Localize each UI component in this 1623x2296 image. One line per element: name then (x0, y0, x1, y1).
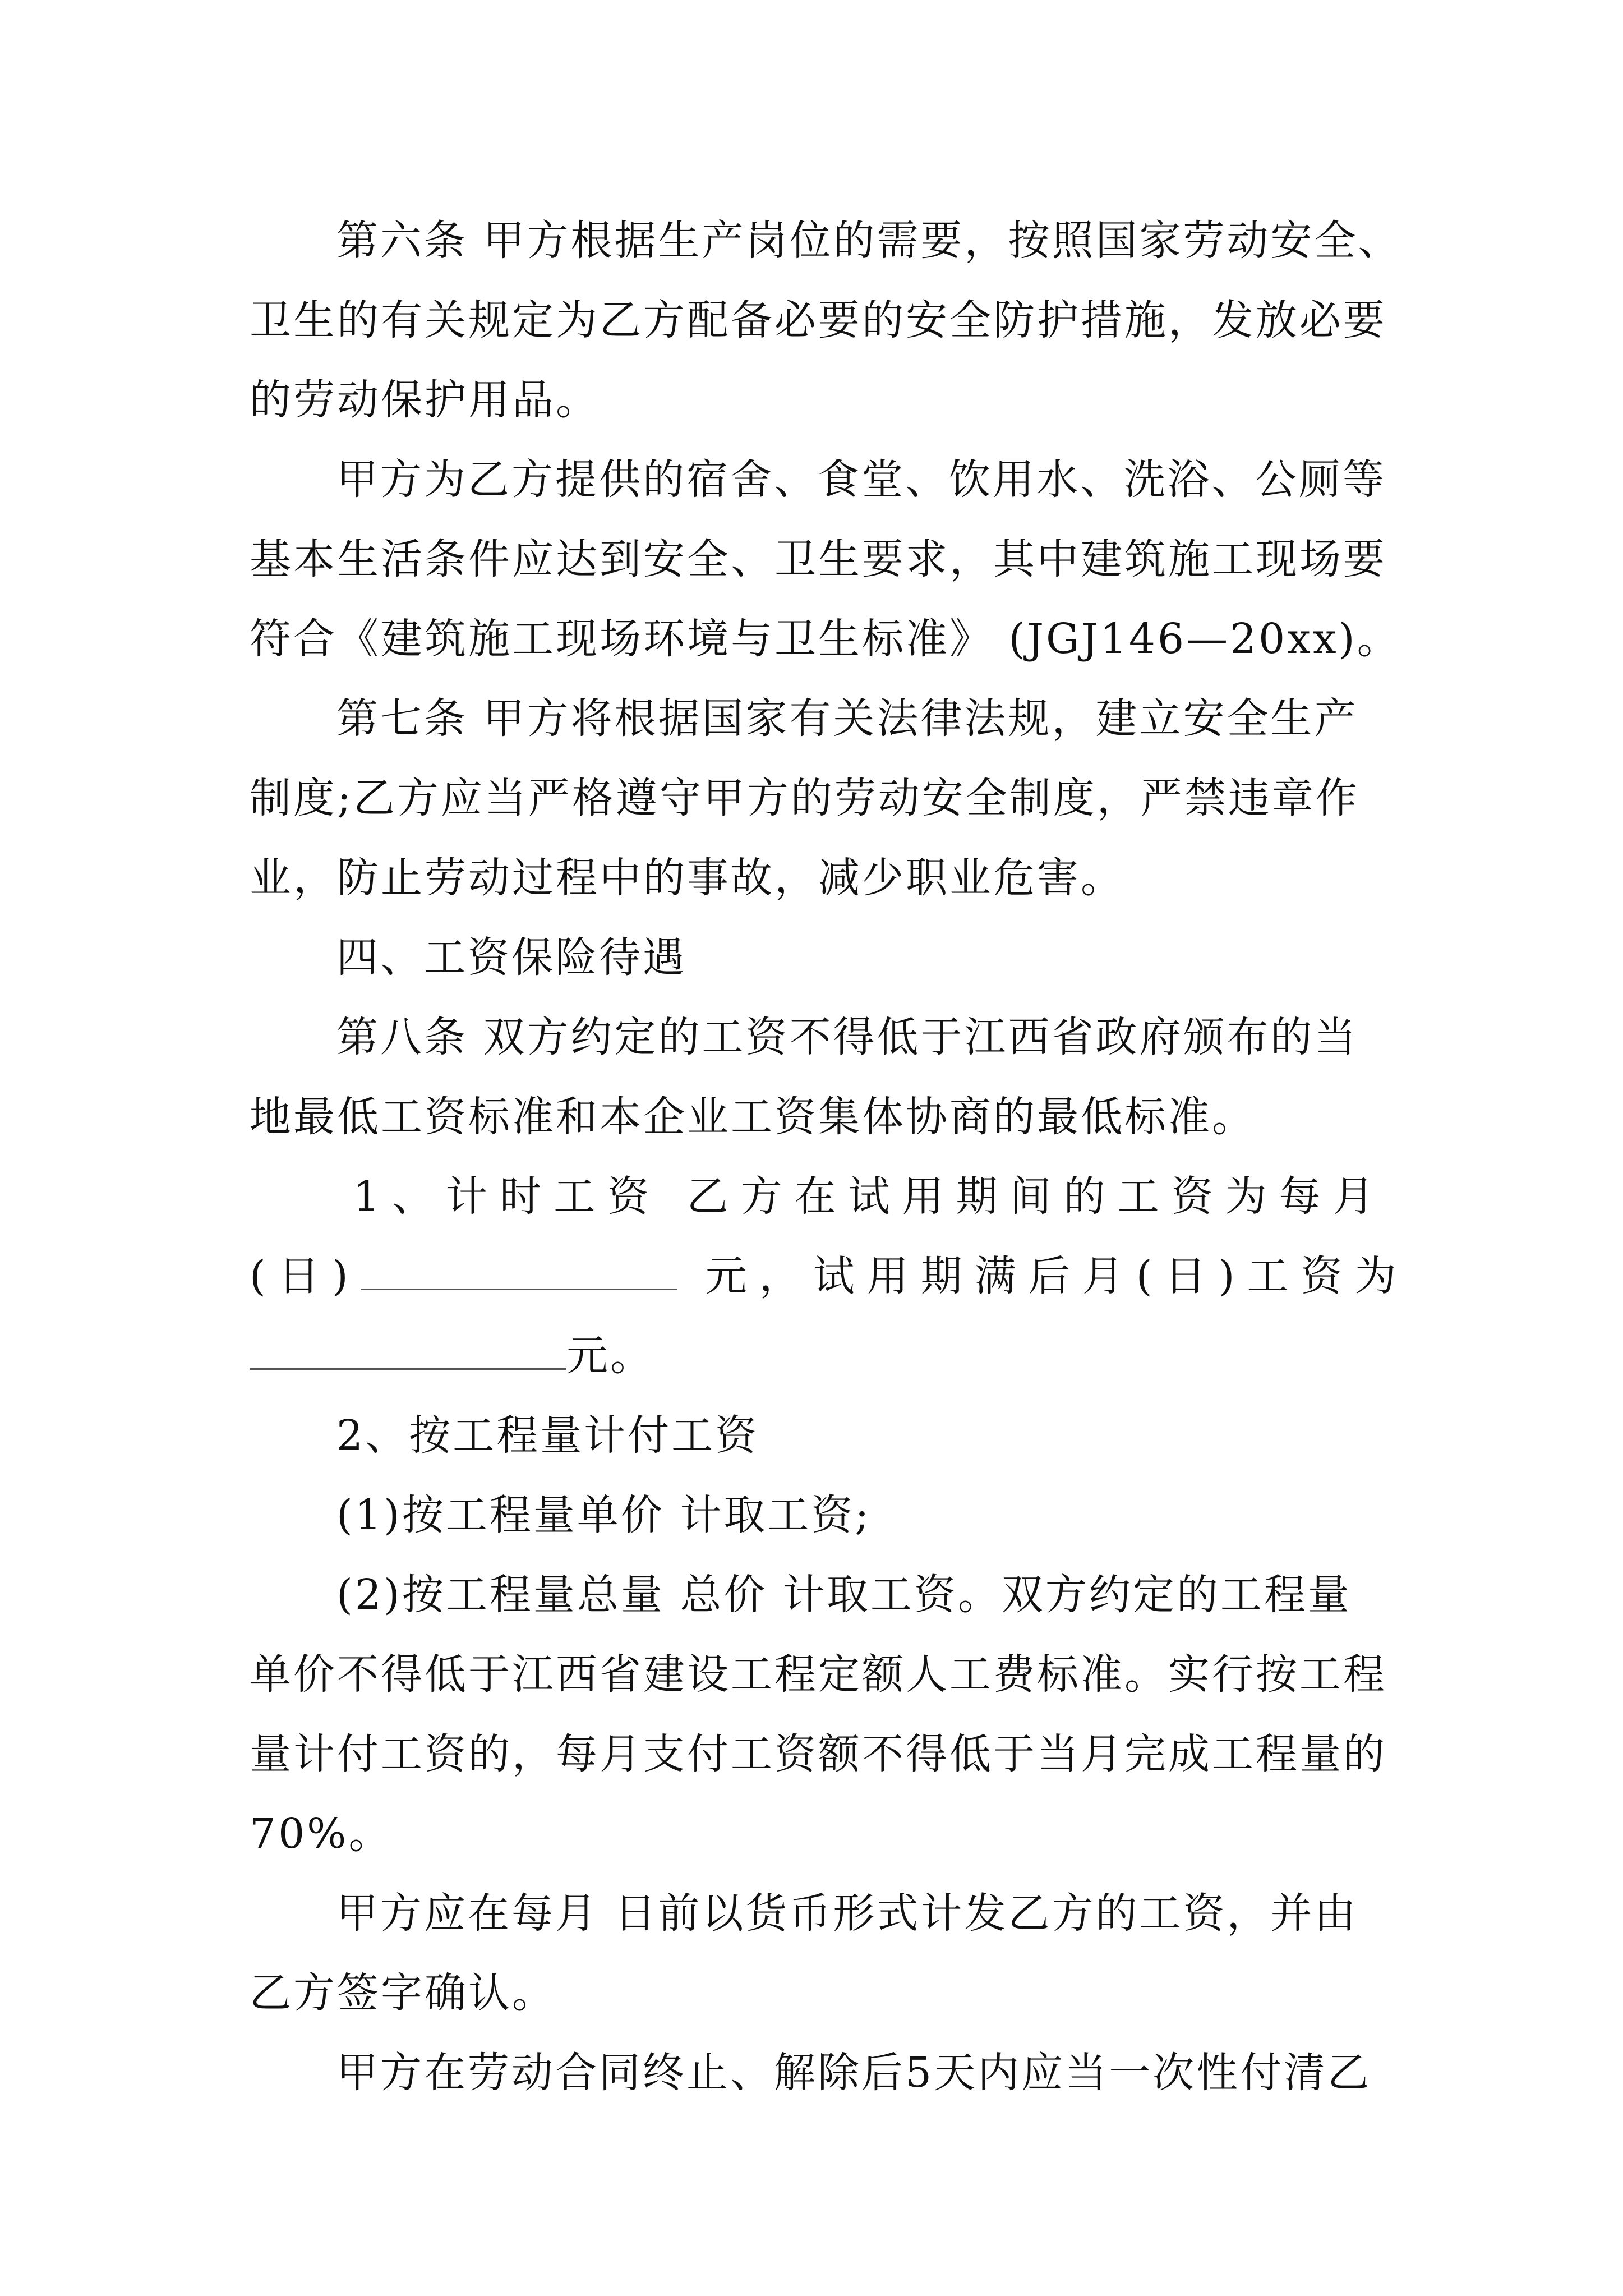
text-fragment: (日) (250, 1252, 361, 1300)
text-line: 的劳动保护用品。 (250, 376, 600, 424)
text-line: 制度;乙方应当严格遵守甲方的劳动安全制度，严禁违章作 (250, 774, 1359, 822)
text-line: 量计付工资的，每月支付工资额不得低于当月完成工程量的 (250, 1730, 1387, 1778)
text-line: 甲方在劳动合同终止、解除后5天内应当一次性付清乙 (336, 2049, 1372, 2097)
text-line: 70%。 (250, 1810, 393, 1858)
section-heading: 四、工资保险待遇 (336, 933, 686, 982)
text-line: 符合《建筑施工现场环境与卫生标准》 (JGJ146—20xx)。 (250, 615, 1401, 663)
text-line: 卫生的有关规定为乙方配备必要的安全防护措施，发放必要 (250, 296, 1387, 344)
text-line: 地最低工资标准和本企业工资集体协商的最低标准。 (250, 1093, 1256, 1141)
text-fragment: 元。 (566, 1332, 654, 1380)
text-line: 第七条 甲方将根据国家有关法律法规，建立安全生产 (336, 694, 1358, 743)
text-line: 单价不得低于江西省建设工程定额人工费标准。实行按工程 (250, 1650, 1387, 1699)
text-fragment: 元，试用期满后月(日)工资为 (705, 1252, 1409, 1300)
text-line: 2、按工程量计付工资 (336, 1411, 759, 1460)
text-line: 甲方应在每月 日前以货币形式计发乙方的工资，并由 (336, 1889, 1358, 1938)
text-line: 第八条 双方约定的工资不得低于江西省政府颁布的当 (336, 1013, 1358, 1061)
text-line: (2)按工程量总量 总价 计取工资。双方约定的工程量 (336, 1571, 1352, 1619)
fill-blank-line (250, 1336, 566, 1370)
fill-blank-line (361, 1256, 677, 1290)
text-line: 业，防止劳动过程中的事故，减少职业危害。 (250, 854, 1124, 902)
text-line (250, 1252, 1409, 1300)
text-line: 甲方为乙方提供的宿舍、食堂、饮用水、洗浴、公厕等 (336, 455, 1386, 504)
text-line: 乙方签字确认。 (250, 1969, 556, 2017)
text-line: (1)按工程量单价 计取工资; (336, 1491, 872, 1539)
text-line: 基本生活条件应达到安全、卫生要求，其中建筑施工现场要 (250, 535, 1387, 583)
text-line (250, 1332, 654, 1380)
text-line: 第六条 甲方根据生产岗位的需要，按照国家劳动安全、 (336, 217, 1402, 265)
text-line: 1、计时工资 乙方在试用期间的工资为每月 (353, 1172, 1387, 1221)
